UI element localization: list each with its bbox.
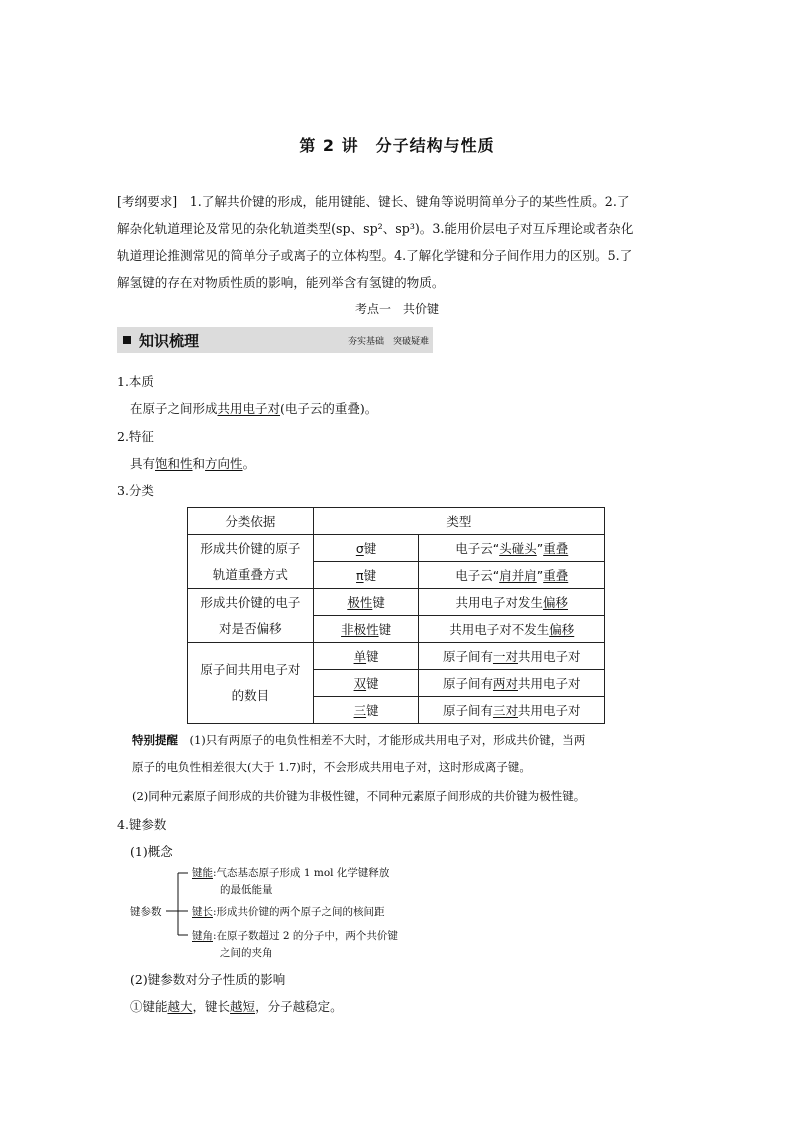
table-cell: 共用电子对发生偏移 — [419, 589, 605, 616]
diagram-root: 键参数 — [130, 906, 162, 918]
section-bar-label: 知识梳理 — [139, 332, 200, 350]
section-heading-1: 1.本质 — [117, 374, 154, 389]
reminder-line: (2)同种元素原子间形成的共价键为非极性键，不同种元素原子间形成的共价键为极性键。 — [132, 789, 586, 803]
requirement-line: 解杂化轨道理论及常见的杂化轨道类型(sp、sp²、sp³)。3.能用价层电子对互斥理论或者杂化 — [117, 221, 634, 236]
stability-line: ①键能越大，键长越短，分子越稳定。 — [130, 999, 343, 1014]
essence-line: 在原子之间形成共用电子对(电子云的重叠)。 — [130, 401, 378, 416]
subheading-concept: (1)概念 — [130, 844, 173, 859]
feature-line: 具有饱和性和方向性。 — [130, 456, 256, 471]
table-row — [188, 535, 605, 562]
table-row — [188, 643, 605, 670]
diagram-branch-bond-energy: 键能:气态基态原子形成 1 mol 化学键释放 — [192, 867, 390, 879]
section-bar — [117, 327, 433, 353]
table-group-cell: 形成共价键的电子对是否偏移 — [188, 589, 314, 643]
diagram-branch-bond-length: 键长:形成共价键的两个原子之间的核间距 — [192, 906, 385, 918]
bond-parameter-diagram — [130, 865, 450, 959]
syllabus-requirements — [117, 188, 679, 296]
table-cell: 原子间有一对共用电子对 — [419, 643, 605, 670]
table-cell: 电子云“肩并肩”重叠 — [419, 562, 605, 589]
section-heading-2: 2.特征 — [117, 429, 154, 444]
requirement-line: [考纲要求] 1.了解共价键的形成，能用键能、键长、键角等说明简单分子的某些性质。2.了 — [117, 194, 630, 209]
section-heading-3: 3.分类 — [117, 483, 154, 498]
table-header-cell: 分类依据 — [188, 508, 314, 535]
table-cell: 电子云“头碰头”重叠 — [419, 535, 605, 562]
table-cell: 双键 — [313, 670, 419, 697]
table-cell: 极性键 — [313, 589, 419, 616]
table-cell: σ键 — [313, 535, 419, 562]
requirement-line: 轨道理论推测常见的简单分子或离子的立体构型。4.了解化学键和分子间作用力的区别。5.了 — [117, 248, 633, 263]
page-title: 第 2 讲 分子结构与性质 — [299, 136, 495, 155]
diagram-branch-bond-angle: 键角:在原子数超过 2 的分子中，两个共价键 — [192, 930, 398, 942]
table-cell: π键 — [313, 562, 419, 589]
subheading-effect: (2)键参数对分子性质的影响 — [130, 972, 286, 987]
table-cell: 三键 — [313, 697, 419, 724]
section-heading-4: 4.键参数 — [117, 817, 167, 832]
table-cell: 单键 — [313, 643, 419, 670]
table-cell: 非极性键 — [313, 616, 419, 643]
topic-heading: 考点一 共价键 — [354, 302, 439, 316]
table-cell: 原子间有三对共用电子对 — [419, 697, 605, 724]
diagram-branch-cont: 之间的夹角 — [220, 947, 273, 959]
reminder-line: 原子的电负性相差很大(大于 1.7)时，不会形成共用电子对，这时形成离子键。 — [132, 760, 531, 774]
table-header-cell: 类型 — [313, 508, 604, 535]
table-cell: 原子间有两对共用电子对 — [419, 670, 605, 697]
requirement-line: 解氢键的存在对物质性质的影响，能列举含有氢键的物质。 — [117, 275, 445, 290]
diagram-branch-cont: 的最低能量 — [220, 884, 273, 896]
classification-table — [187, 507, 605, 724]
section-bar-subtitle: 夯实基础 突破疑难 — [347, 337, 429, 347]
reminder-line: (1)只有两原子的电负性相差不大时，才能形成共用电子对，形成共价键，当两 — [178, 733, 586, 747]
table-group-cell: 原子间共用电子对的数目 — [188, 643, 314, 724]
reminder-label: 特别提醒 — [132, 733, 178, 747]
table-group-cell: 形成共价键的原子轨道重叠方式 — [188, 535, 314, 589]
special-reminder — [132, 727, 680, 781]
table-cell: 共用电子对不发生偏移 — [419, 616, 605, 643]
square-bullet-icon — [123, 336, 131, 344]
table-header-row — [188, 508, 605, 535]
table-row — [188, 589, 605, 616]
